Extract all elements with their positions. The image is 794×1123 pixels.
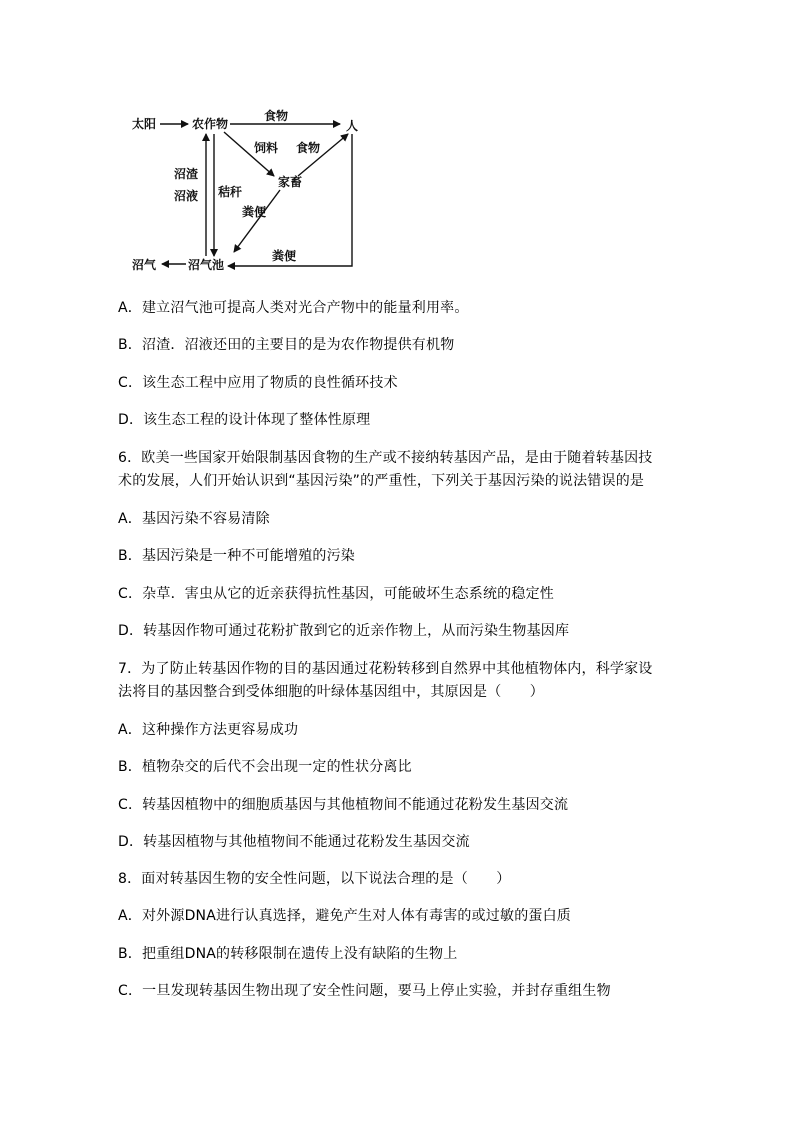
option-7c: C．转基因植物中的细胞质基因与其他植物间不能通过花粉发生基因交流 — [118, 797, 569, 813]
option-8b: B．把重组DNA的转移限制在遗传上没有缺陷的生物上 — [118, 946, 458, 962]
arrow-livestock-pit — [234, 190, 280, 252]
question-7-line-1: 7．为了防止转基因作物的目的基因通过花粉转移到自然界中其他植物体内，科学家设 — [118, 661, 653, 677]
option-5c: C．该生态工程中应用了物质的良性循环技术 — [118, 375, 398, 391]
option-7b: B．植物杂交的后代不会出现一定的性状分离比 — [118, 759, 412, 775]
node-human: 人 — [346, 119, 359, 133]
question-8: 8．面对转基因生物的安全性问题，以下说法合理的是（ ） — [118, 871, 511, 887]
edge-label-livestock-human: 食物 — [296, 141, 321, 155]
node-biogas-pit: 沼气池 — [188, 258, 225, 272]
arrow-human-pit — [228, 134, 352, 266]
option-5a: A．建立沼气池可提高人类对光合产物中的能量利用率。 — [118, 300, 469, 316]
option-5d: D．该生态工程的设计体现了整体性原理 — [118, 412, 371, 428]
edge-label-livestock-pit: 粪便 — [242, 205, 267, 219]
option-7d: D．转基因植物与其他植物间不能通过花粉发生基因交流 — [118, 834, 470, 850]
option-7a: A．这种操作方法更容易成功 — [118, 722, 299, 738]
edge-label-pit-crops-2: 沼液 — [174, 189, 199, 203]
diagram-svg — [118, 100, 378, 280]
edge-label-crops-human: 食物 — [264, 109, 289, 123]
edge-label-crops-pit: 秸秆 — [218, 185, 243, 199]
option-8a: A．对外源DNA进行认真选择，避免产生对人体有毒害的或过敏的蛋白质 — [118, 908, 572, 924]
question-6-line-1: 6．欧美一些国家开始限制基因食物的生产或不接纳转基因产品，是由于随着转基因技 — [118, 450, 653, 466]
node-biogas: 沼气 — [132, 258, 157, 272]
node-livestock: 家畜 — [278, 175, 303, 189]
node-sun: 太阳 — [132, 117, 157, 131]
option-6b: B．基因污染是一种不可能增殖的污染 — [118, 548, 356, 564]
energy-flow-diagram — [118, 100, 378, 280]
node-crops: 农作物 — [192, 117, 229, 131]
option-6a: A．基因污染不容易清除 — [118, 511, 270, 527]
edge-label-crops-livestock: 饲料 — [254, 141, 279, 155]
option-8c: C．一旦发现转基因生物出现了安全性问题，要马上停止实验，并封存重组生物 — [118, 983, 611, 999]
option-5b: B．沼渣．沼液还田的主要目的是为农作物提供有机物 — [118, 337, 455, 353]
question-6-line-2: 术的发展，人们开始认识到“基因污染”的严重性，下列关于基因污染的说法错误的是 — [118, 473, 645, 489]
edge-label-pit-crops-1: 沼渣 — [174, 167, 199, 181]
question-7-line-2: 法将目的基因整合到受体细胞的叶绿体基因组中，其原因是（ ） — [118, 684, 544, 700]
edge-label-human-pit: 粪便 — [272, 249, 297, 263]
option-6c: C．杂草．害虫从它的近亲获得抗性基因，可能破坏生态系统的稳定性 — [118, 586, 554, 602]
option-6d: D．转基因作物可通过花粉扩散到它的近亲作物上，从而污染生物基因库 — [118, 623, 570, 639]
